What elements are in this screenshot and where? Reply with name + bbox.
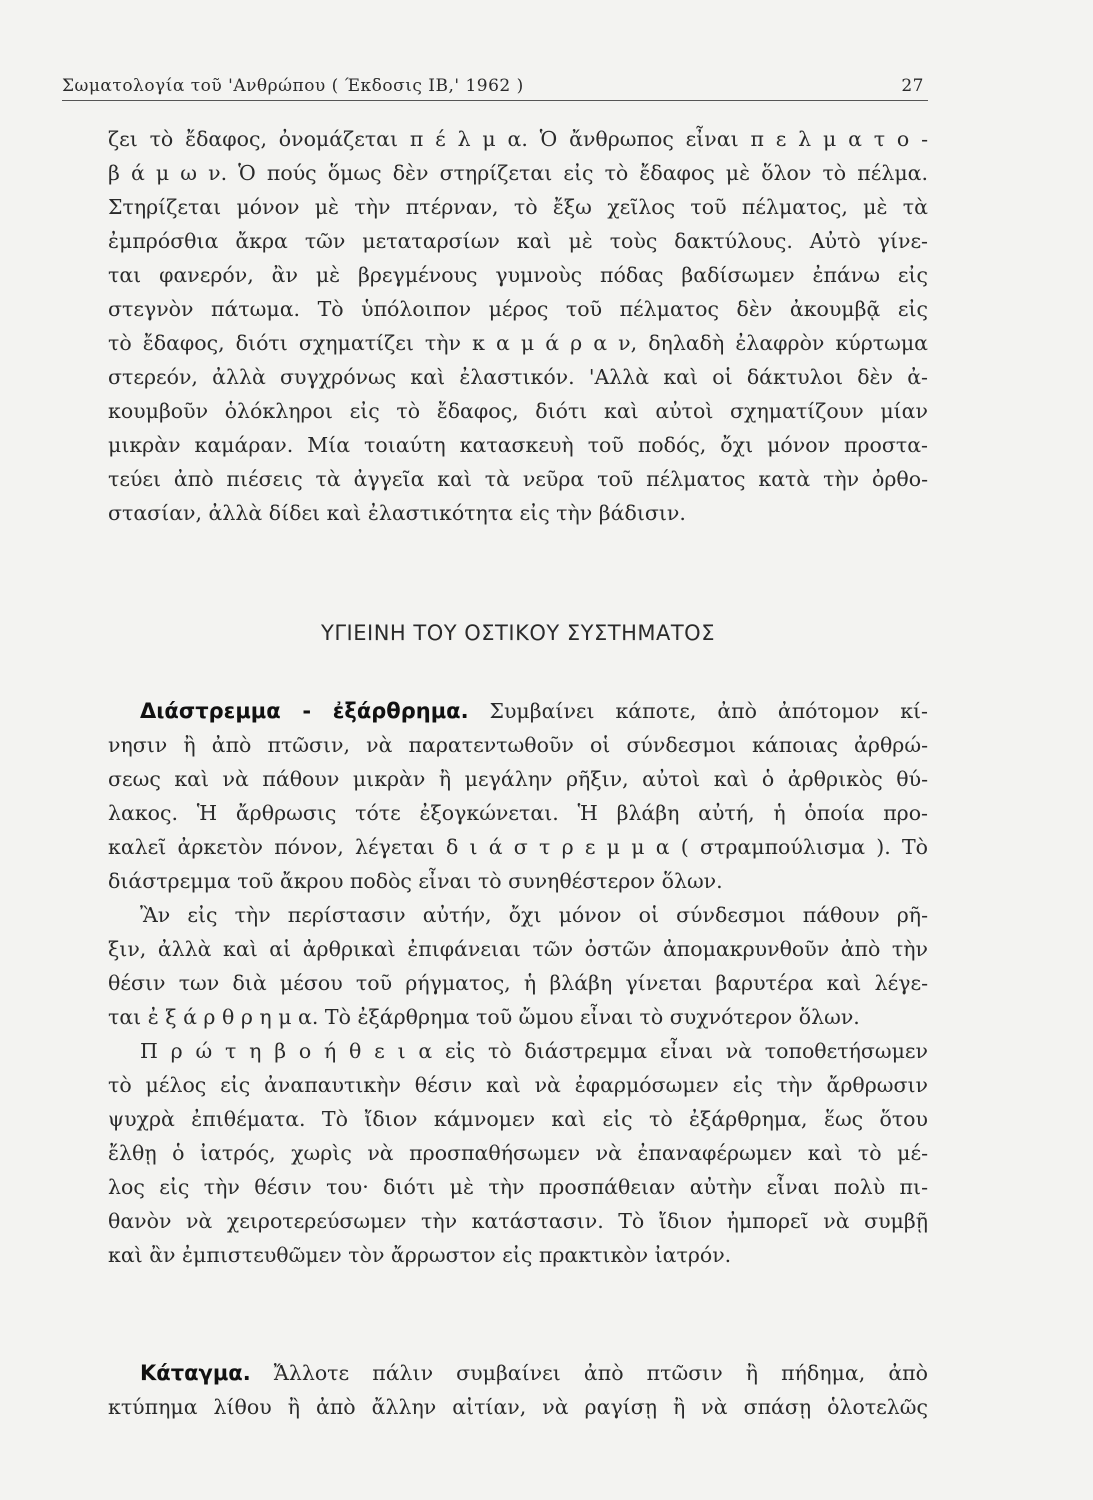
paragraph-first-aid — [108, 1034, 928, 1272]
text-line: καὶ ἂν ἐμπιστευθῶμεν τὸν ἄρρωστον εἰς πρακτικὸν ἰατρόν. — [108, 1243, 732, 1267]
text-line: ται ἐ ξ ά ρ θ ρ η μ α. Τὸ ἐξάρθρημα τοῦ ὤμου εἶναι τὸ συχνότερον ὅλων. — [108, 1005, 860, 1029]
text-line: κουμβοῦν ὁλόκληροι εἰς τὸ ἔδαφος, διότι καὶ αὐτοὶ σχηματίζουν μίαν — [108, 399, 928, 423]
runin-heading-sprain: Διάστρεμμα - ἐξάρθρημα. — [140, 699, 469, 723]
text-line: θέσιν των διὰ μέσου τοῦ ρήγματος, ἡ βλάβη γίνεται βαρυτέρα καὶ λέγε- — [108, 971, 928, 995]
text-line: Στηρίζεται μόνον μὲ τὴν πτέρναν, τὸ ἔξω χεῖλος τοῦ πέλματος, μὲ τὰ — [108, 195, 928, 219]
text-line: μικρὰν καμάραν. Μία τοιαύτη κατασκευὴ τοῦ ποδός, ὄχι μόνον προστα- — [108, 433, 928, 457]
running-header — [62, 72, 928, 101]
text-line: ται φανερόν, ἂν μὲ βρεγμένους γυμνοὺς πόδας βαδίσωμεν ἐπάνω εἰς — [108, 263, 928, 287]
text-line: κτύπημα λίθου ἢ ἀπὸ ἄλλην αἰτίαν, νὰ ραγίσῃ ἢ νὰ σπάσῃ ὁλοτελῶς — [108, 1395, 928, 1419]
text-line: Π ρ ώ τ η β ο ή θ ε ι α εἰς τὸ διάστρεμμα εἶναι νὰ τοποθετήσωμεν — [140, 1039, 928, 1063]
section-heading: ΥΓΙΕΙΝΗ ΤΟΥ ΟΣΤΙΚΟΥ ΣΥΣΤΗΜΑΤΟΣ — [321, 621, 715, 645]
text-line: στασίαν, ἀλλὰ δίδει καὶ ἐλαστικότητα εἰς τὴν βάδισιν. — [108, 501, 686, 525]
text-line: στεγνὸν πάτωμα. Τὸ ὑπόλοιπον μέρος τοῦ πέλματος δὲν ἀκουμβᾷ εἰς — [108, 297, 928, 321]
text-line: λακος. Ἡ ἄρθρωσις τότε ἐξογκώνεται. Ἡ βλάβη αὐτή, ἡ ὁποία προ- — [108, 801, 928, 825]
text-line — [108, 1356, 928, 1390]
runin-heading-fracture: Κάταγμα. — [140, 1361, 251, 1385]
text-line: τεύει ἀπὸ πιέσεις τὰ ἀγγεῖα καὶ τὰ νεῦρα τοῦ πέλματος κατὰ τὴν ὀρθο- — [108, 467, 928, 491]
text-line: ζει τὸ ἔδαφος, ὀνομάζεται π έ λ μ α. Ὁ ἄνθρωπος εἶναι π ε λ μ α τ ο - — [108, 127, 928, 151]
paragraph-sprain — [108, 694, 928, 898]
text-line: ἐμπρόσθια ἄκρα τῶν μεταταρσίων καὶ μὲ τοὺς δακτύλους. Αὐτὸ γίνε- — [108, 229, 928, 253]
text-line: ψυχρὰ ἐπιθέματα. Τὸ ἴδιον κάμνομεν καὶ εἰς τὸ ἐξάρθρημα, ἕως ὅτου — [108, 1107, 928, 1131]
text-line: Ἂν εἰς τὴν περίστασιν αὐτήν, ὄχι μόνον οἱ σύνδεσμοι πάθουν ρῆ- — [140, 903, 928, 927]
text-line: καλεῖ ἀρκετὸν πόνον, λέγεται δ ι ά σ τ ρ ε μ μ α ( στραμπούλισμα ). Τὸ — [108, 835, 928, 859]
text-line: τὸ μέλος εἰς ἀναπαυτικὴν θέσιν καὶ νὰ ἐφαρμόσωμεν εἰς τὴν ἄρθρωσιν — [108, 1073, 928, 1097]
text-line: ἔλθῃ ὁ ἰατρός, χωρὶς νὰ προσπαθήσωμεν νὰ ἐπαναφέρωμεν καὶ τὸ μέ- — [108, 1141, 928, 1165]
paragraph-dislocation — [108, 898, 928, 1034]
text-line: σεως καὶ νὰ πάθουν μικρὰν ἢ μεγάλην ρῆξιν, αὐτοὶ καὶ ὁ ἀρθρικὸς θύ- — [108, 767, 928, 791]
text-line: νησιν ἢ ἀπὸ πτῶσιν, νὰ παρατεντωθοῦν οἱ σύνδεσμοι κάποιας ἀρθρώ- — [108, 733, 928, 757]
page-number: 27 — [901, 76, 924, 96]
paragraph-foot-arch — [108, 122, 928, 530]
running-header-title: Σωματολογία τοῦ 'Ανθρώπου ( Έκδοσις ΙΒ,' 1962 ) — [62, 76, 524, 96]
text-line — [108, 694, 928, 728]
text-line: λος εἰς τὴν θέσιν του· διότι μὲ τὴν προσπάθειαν αὐτὴν εἶναι πολὺ πι- — [108, 1175, 928, 1199]
text-line: τὸ ἔδαφος, διότι σχηματίζει τὴν κ α μ ά ρ α ν, δηλαδὴ ἐλαφρὸν κύρτωμα — [108, 331, 928, 355]
text-line: θανὸν νὰ χειροτερεύσωμεν τὴν κατάστασιν. Τὸ ἴδιον ἠμπορεῖ νὰ συμβῇ — [108, 1209, 928, 1233]
text-fragment: Ἄλλοτε πάλιν συμβαίνει ἀπὸ πτῶσιν ἢ πήδημα, ἀπὸ — [250, 1361, 928, 1385]
text-line: ξιν, ἀλλὰ καὶ αἱ ἀρθρικαὶ ἐπιφάνειαι τῶν ὀστῶν ἀπομακρυνθοῦν ἀπὸ τὴν — [108, 937, 928, 961]
text-line: διάστρεμμα τοῦ ἄκρου ποδὸς εἶναι τὸ συνηθέστερον ὅλων. — [108, 869, 723, 893]
text-line: στερεόν, ἀλλὰ συγχρόνως καὶ ἐλαστικόν. 'Αλλὰ καὶ οἱ δάκτυλοι δὲν ἀ- — [108, 365, 928, 389]
paragraph-fracture — [108, 1356, 928, 1424]
text-fragment: Συμβαίνει κάποτε, ἀπὸ ἀπότομον κί- — [468, 699, 928, 723]
text-line: β ά μ ω ν. Ὁ πούς ὅμως δὲν στηρίζεται εἰς τὸ ἔδαφος μὲ ὅλον τὸ πέλμα. — [108, 161, 928, 185]
